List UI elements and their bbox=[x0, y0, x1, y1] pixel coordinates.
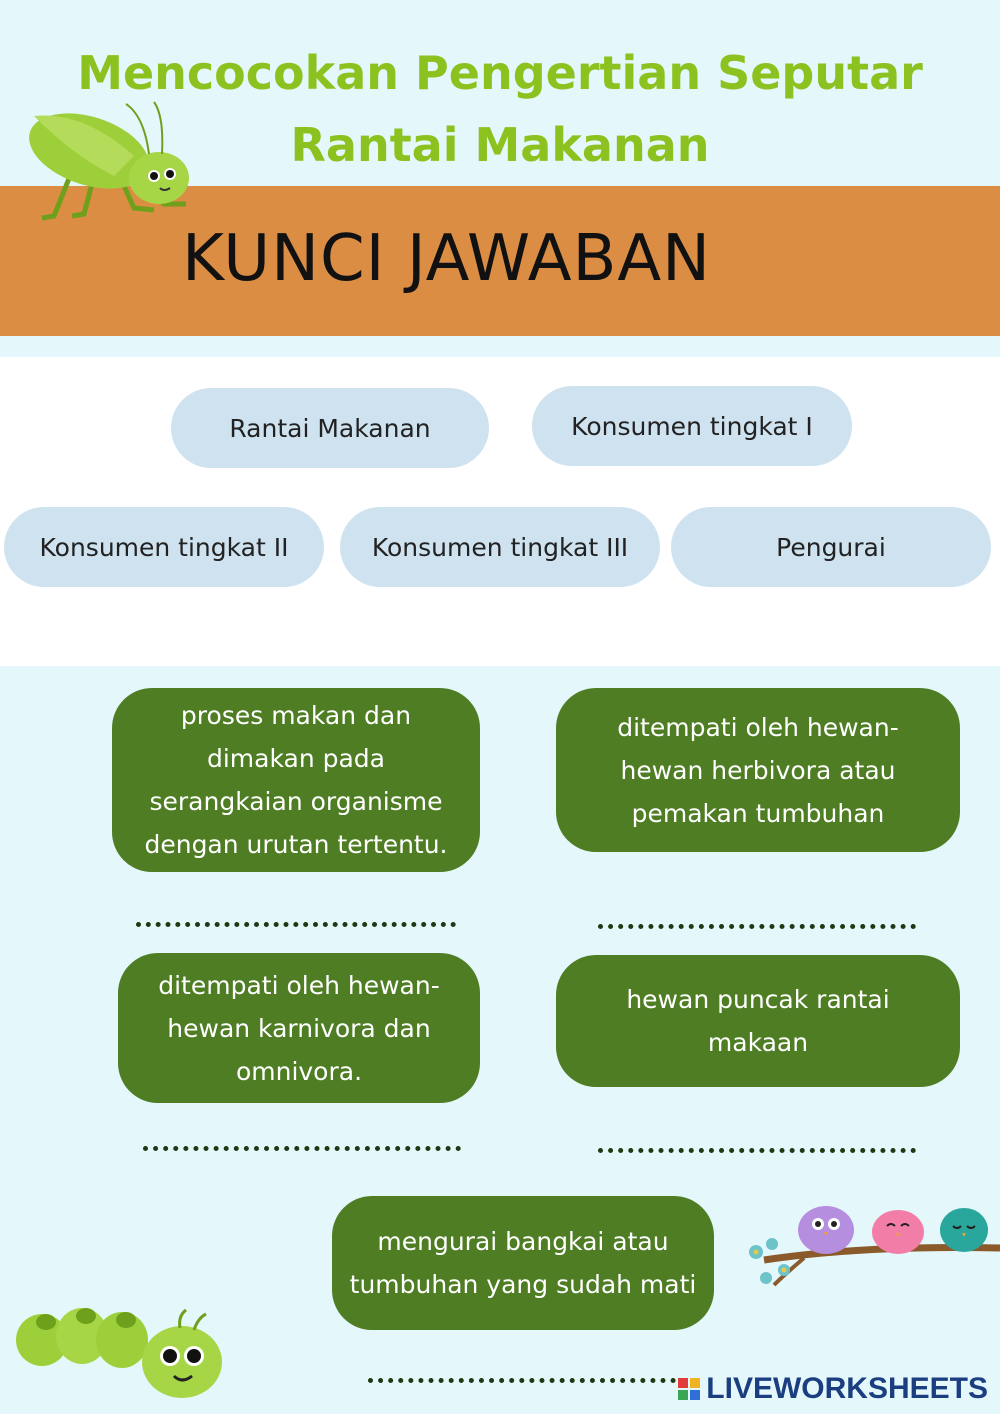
definition-card: hewan puncak rantai makaan bbox=[556, 955, 960, 1087]
definition-card: ditempati oleh hewan-hewan karnivora dan omnivora. bbox=[118, 953, 480, 1103]
term-chip[interactable]: Konsumen tingkat III bbox=[340, 507, 660, 587]
term-chip[interactable]: Rantai Makanan bbox=[171, 388, 489, 468]
birds-on-branch-icon bbox=[744, 1200, 1000, 1295]
definition-card: ditempati oleh hewan-hewan herbivora atau pemakan tumbuhan bbox=[556, 688, 960, 852]
answer-line[interactable] bbox=[598, 924, 916, 929]
term-chip[interactable]: Konsumen tingkat II bbox=[4, 507, 324, 587]
answer-line[interactable] bbox=[136, 922, 456, 927]
title-line-2: Rantai Makanan bbox=[290, 118, 710, 172]
brand-text: LIVEWORKSHEETS bbox=[706, 1372, 988, 1405]
answer-line[interactable] bbox=[598, 1148, 916, 1153]
definition-card: proses makan dan dimakan pada serangkaian organisme dengan urutan tertentu. bbox=[112, 688, 480, 872]
answer-line[interactable] bbox=[368, 1378, 686, 1383]
answer-line[interactable] bbox=[143, 1146, 461, 1151]
definition-card: mengurai bangkai atau tumbuhan yang sudah mati bbox=[332, 1196, 714, 1330]
caterpillar-icon bbox=[10, 1300, 230, 1410]
term-chip[interactable]: Pengurai bbox=[671, 507, 991, 587]
liveworksheets-brand[interactable] bbox=[678, 1372, 988, 1406]
banner-title: KUNCI JAWABAN bbox=[182, 222, 712, 296]
grasshopper-icon bbox=[14, 96, 194, 226]
liveworksheets-logo-icon bbox=[678, 1378, 700, 1400]
term-chip[interactable]: Konsumen tingkat I bbox=[532, 386, 852, 466]
title-line-1: Mencocokan Pengertian Seputar bbox=[77, 46, 923, 100]
